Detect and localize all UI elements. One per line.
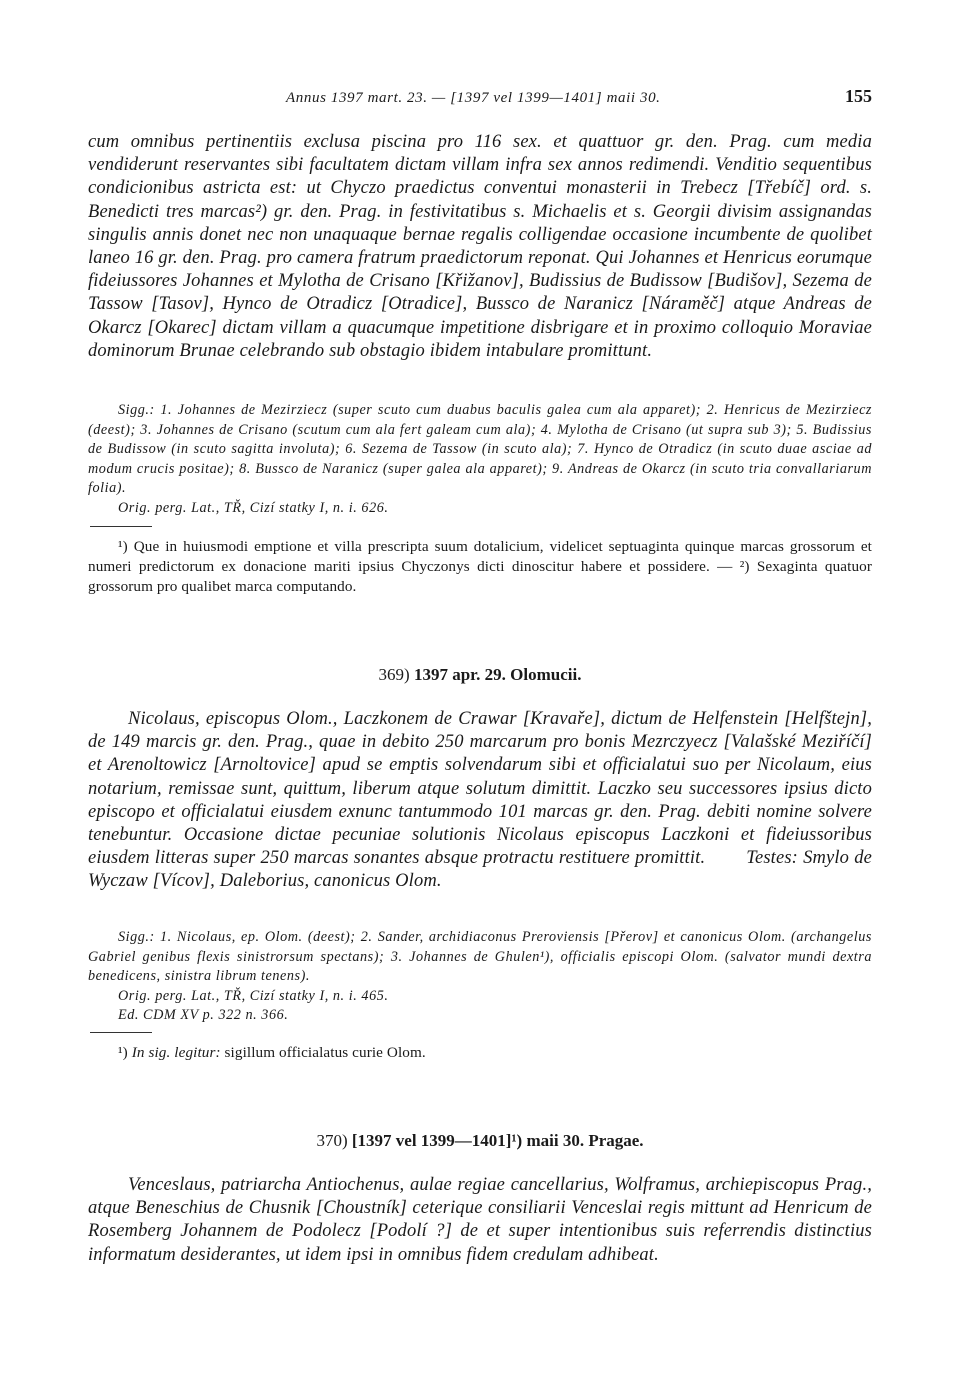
- continuation-sigg: Sigg.: 1. Johannes de Mezirziecz (super scuto cum duabus baculis galea cum ala apparet); 2. Henricus de Mezirziecz (deest); 3. Johannes de Crisano (scutum cum ala fert galeam cum ala); 4. Mylotha de Crisano (ut supra sub 3); 5. Budissius de Budissow (in scuto sagitta involuta); 6. Sezema de Tassow (in scuto ala); 7. Hynco de Otradicz (in scuto duae asciae ad modum crucis positae); 8. Bussco de Naranicz (super galea ala apparet); 9. Andreas de Okarcz (in scuto tria convallariarum folia).: [88, 402, 872, 497]
- footnote-divider: [90, 526, 152, 527]
- entry-370-number: 370): [316, 1131, 348, 1150]
- page-number: 155: [845, 86, 872, 106]
- entry-369-orig: Orig. perg. Lat., TŘ, Cizí statky I, n. i. 465.: [118, 987, 389, 1004]
- continuation-orig: Orig. perg. Lat., TŘ, Cizí statky I, n. i. 626.: [118, 499, 389, 516]
- entry-369-number: 369): [378, 665, 410, 684]
- running-head-title: Annus 1397 mart. 23. — [1397 vel 1399—1401] maii 30.: [286, 90, 661, 106]
- entry-370-text: Venceslaus, patriarcha Antiochenus, aulae regiae cancellarius, Wolframus, archiepiscopus Prag., atque Beneschius de Chusnik [Choustník] ceterique consiliarii Venceslai regis mittunt ad Henricum de Rosemberg Johannem de Podolecz [Podolí ?] de et super intentionibus suis referrendis distinctius informatum desiderantes, ut idem ipsi in omnibus fidem credulam adhibeat.: [88, 1175, 872, 1265]
- entry-369-witnesses: Testes: Smylo de Wyczaw [Vícov], Daleborius, canonicus Olom.: [88, 848, 872, 892]
- continuation-footnotes: [88, 537, 872, 596]
- entry-369-body: Nicolaus, episcopus Olom., Laczkonem de Crawar [Kravaře], dictum de Helfenstein [Helfštejn], de 149 marcis gr. den. Prag., quae in debito 250 marcarum pro bonis Mezrczyecz [Valašské Meziříčí] et Arenoltowicz [Arnoltovice] apud se emptis solvendarum sibi et officialatui suo per Nicolaum, eius notarium, remissae sunt, quittum, liberum atque solutum dimittit. Laczko seu successores ipsius dicto episcopo et officialatui eiusdem exnunc tantummodo 101 marcas gr. den. Prag. debiti nomine solvere tenebuntur. Occasione dictae pecuniae solutionis Nicolaus episcopus Laczkoni et fideiussoribus eiusdem litteras super 250 marcas sonantes absque protractu restituere promittit.: [88, 709, 872, 869]
- entry-369-heading: [88, 664, 872, 686]
- entry-369-footnote: [88, 1043, 872, 1063]
- entry-369-date: 1397 apr. 29. Olomucii.: [413, 665, 582, 684]
- continuation-notes: [88, 401, 872, 519]
- entry-370-date: [1397 vel 1399—1401]¹) maii 30. Pragae.: [351, 1131, 644, 1150]
- entry-369-notes: [88, 928, 872, 1026]
- entry-369-footnote-italic: In sig. legitur:: [131, 1044, 221, 1061]
- entry-369-footnote-mark: ¹): [118, 1044, 128, 1061]
- running-head: [88, 86, 872, 112]
- entry-369-text: [88, 708, 872, 894]
- entry-369-ed: Ed. CDM XV p. 322 n. 366.: [118, 1007, 289, 1024]
- entry-369-sigg: Sigg.: 1. Nicolaus, ep. Olom. (deest); 2. Sander, archidiaconus Preroviensis [Přerov] et canonicus Olom. (archangelus Gabriel genibus flexis sinistrorsum spectans); 3. Johannes de Ghulen¹), officialis episcopi Olom. (salvator mundi dextra benedicens, sinistra librum tenens).: [88, 929, 872, 985]
- continuation-footnote-text: ¹) Que in huiusmodi emptione et villa prescripta suum dotalicium, videlicet septuaginta quinque marcas grossorum et numeri predictorum ex donacione mariti ipsius Chyczonys dicti dinoscitur habere et possidere. — ²) Sexaginta quatuor grossorum pro qualibet marca computando.: [88, 538, 872, 595]
- entry-370-heading: [88, 1130, 872, 1152]
- footnote-divider-369: [90, 1032, 152, 1033]
- entry-369-footnote-text: sigillum officialatus curie Olom.: [224, 1044, 426, 1061]
- continuation-text: cum omnibus pertinentiis exclusa piscina pro 116 sex. et quattuor gr. den. Prag. cum media vendiderunt reservantes sibi facultatem dictam villam infra sex annos redimendi. Venditio sequentibus condicionibus astricta est: ut Chyczo praedictus conventui monasterii in Trebecz [Třebíč] ord. s. Benedicti tres marcas²) gr. den. Prag. in festivitatibus s. Michaelis et s. Georgii divisim assignandas singulis annis donet nec non unaquaque bernae regalis colligendae occasione incumbente de quolibet laneo 16 gr. den. Prag. pro camera fratrum praedictorum reponat. Qui Johannes et Henricus eorumque fideiussores Johannes et Mylotha de Crisano [Křižanov], Budissius de Budissow [Budišov], Sezema de Tassow [Tasov], Hynco de Otradicz [Otradice], Bussco de Naranicz [Náraměč] atque Andreas de Okarcz [Okarec] dictam villam a quacumque impetitione disbrigare et in proximo colloquio Moraviae dominorum Brunae celebrando sub obstagio ibidem intabulare promittunt.: [88, 132, 872, 361]
